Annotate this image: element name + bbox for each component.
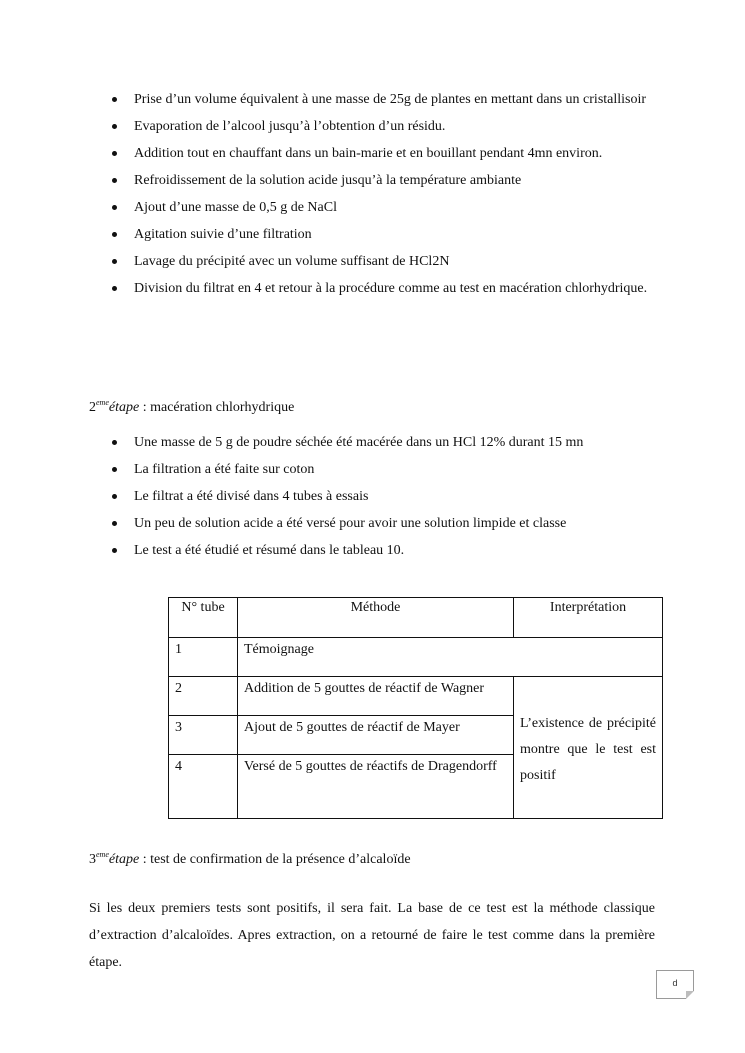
list-item: Addition tout en chauffant dans un bain-marie et en bouillant pendant 4mn environ. <box>108 140 656 167</box>
list-item: Le test a été étudié et résumé dans le tableau 10. <box>108 537 656 564</box>
list-item: Division du filtrat en 4 et retour à la procédure comme au test en macération chlorhydrique. <box>108 275 656 302</box>
step2-superscript: eme <box>96 398 109 407</box>
step3-paragraph: Si les deux premiers tests sont positifs, il sera fait. La base de ce test est la méthode classique d’extraction d’alcaloïdes. Apres extraction, on a retourné de faire le test comme dans la première étape. <box>89 901 655 970</box>
header-interpretation: Interprétation <box>514 598 663 638</box>
step3-heading <box>89 845 411 870</box>
procedure-list <box>108 86 656 302</box>
page-number: d <box>656 970 694 999</box>
step2-heading <box>89 393 294 418</box>
list-item: La filtration a été faite sur coton <box>108 456 656 483</box>
method-cell: Témoignage <box>238 638 663 677</box>
tube-cell: 1 <box>169 638 238 677</box>
method-cell: Addition de 5 gouttes de réactif de Wagner <box>238 677 514 716</box>
list-item: Ajout d’une masse de 0,5 g de NaCl <box>108 194 656 221</box>
tube-cell: 3 <box>169 716 238 755</box>
table-row <box>169 677 663 716</box>
step3-label: étape <box>108 852 140 867</box>
header-tube: N° tube <box>169 598 238 638</box>
list-item: Une masse de 5 g de poudre séchée été macérée dans un HCl 12% durant 15 mn <box>108 429 656 456</box>
tube-cell: 2 <box>169 677 238 716</box>
step3-title: : test de confirmation de la présence d’alcaloïde <box>139 852 411 867</box>
step2-title: : macération chlorhydrique <box>139 400 295 415</box>
list-item: Evaporation de l’alcool jusqu’à l’obtention d’un résidu. <box>108 113 656 140</box>
list-item: Prise d’un volume équivalent à une masse de 25g de plantes en mettant dans un cristallisoir <box>108 86 656 113</box>
results-table <box>168 597 663 819</box>
step3-superscript: eme <box>96 850 109 859</box>
header-method: Méthode <box>238 598 514 638</box>
interpretation-text: L’existence de précipité montre que le test est positif <box>520 715 656 783</box>
interpretation-cell <box>514 677 663 819</box>
table-row <box>169 638 663 677</box>
tube-cell: 4 <box>169 755 238 819</box>
list-item: Refroidissement de la solution acide jusqu’à la température ambiante <box>108 167 656 194</box>
table-header-row <box>169 598 663 638</box>
step2-label: étape <box>108 400 140 415</box>
method-cell: Versé de 5 gouttes de réactifs de Dragendorff <box>238 755 514 819</box>
step2-list <box>108 429 656 564</box>
list-item: Un peu de solution acide a été versé pour avoir une solution limpide et classe <box>108 510 656 537</box>
method-cell: Ajout de 5 gouttes de réactif de Mayer <box>238 716 514 755</box>
step2-number: 2 <box>89 400 96 415</box>
list-item: Agitation suivie d’une filtration <box>108 221 656 248</box>
step3-number: 3 <box>89 852 96 867</box>
list-item: Le filtrat a été divisé dans 4 tubes à essais <box>108 483 656 510</box>
list-item: Lavage du précipité avec un volume suffisant de HCl2N <box>108 248 656 275</box>
